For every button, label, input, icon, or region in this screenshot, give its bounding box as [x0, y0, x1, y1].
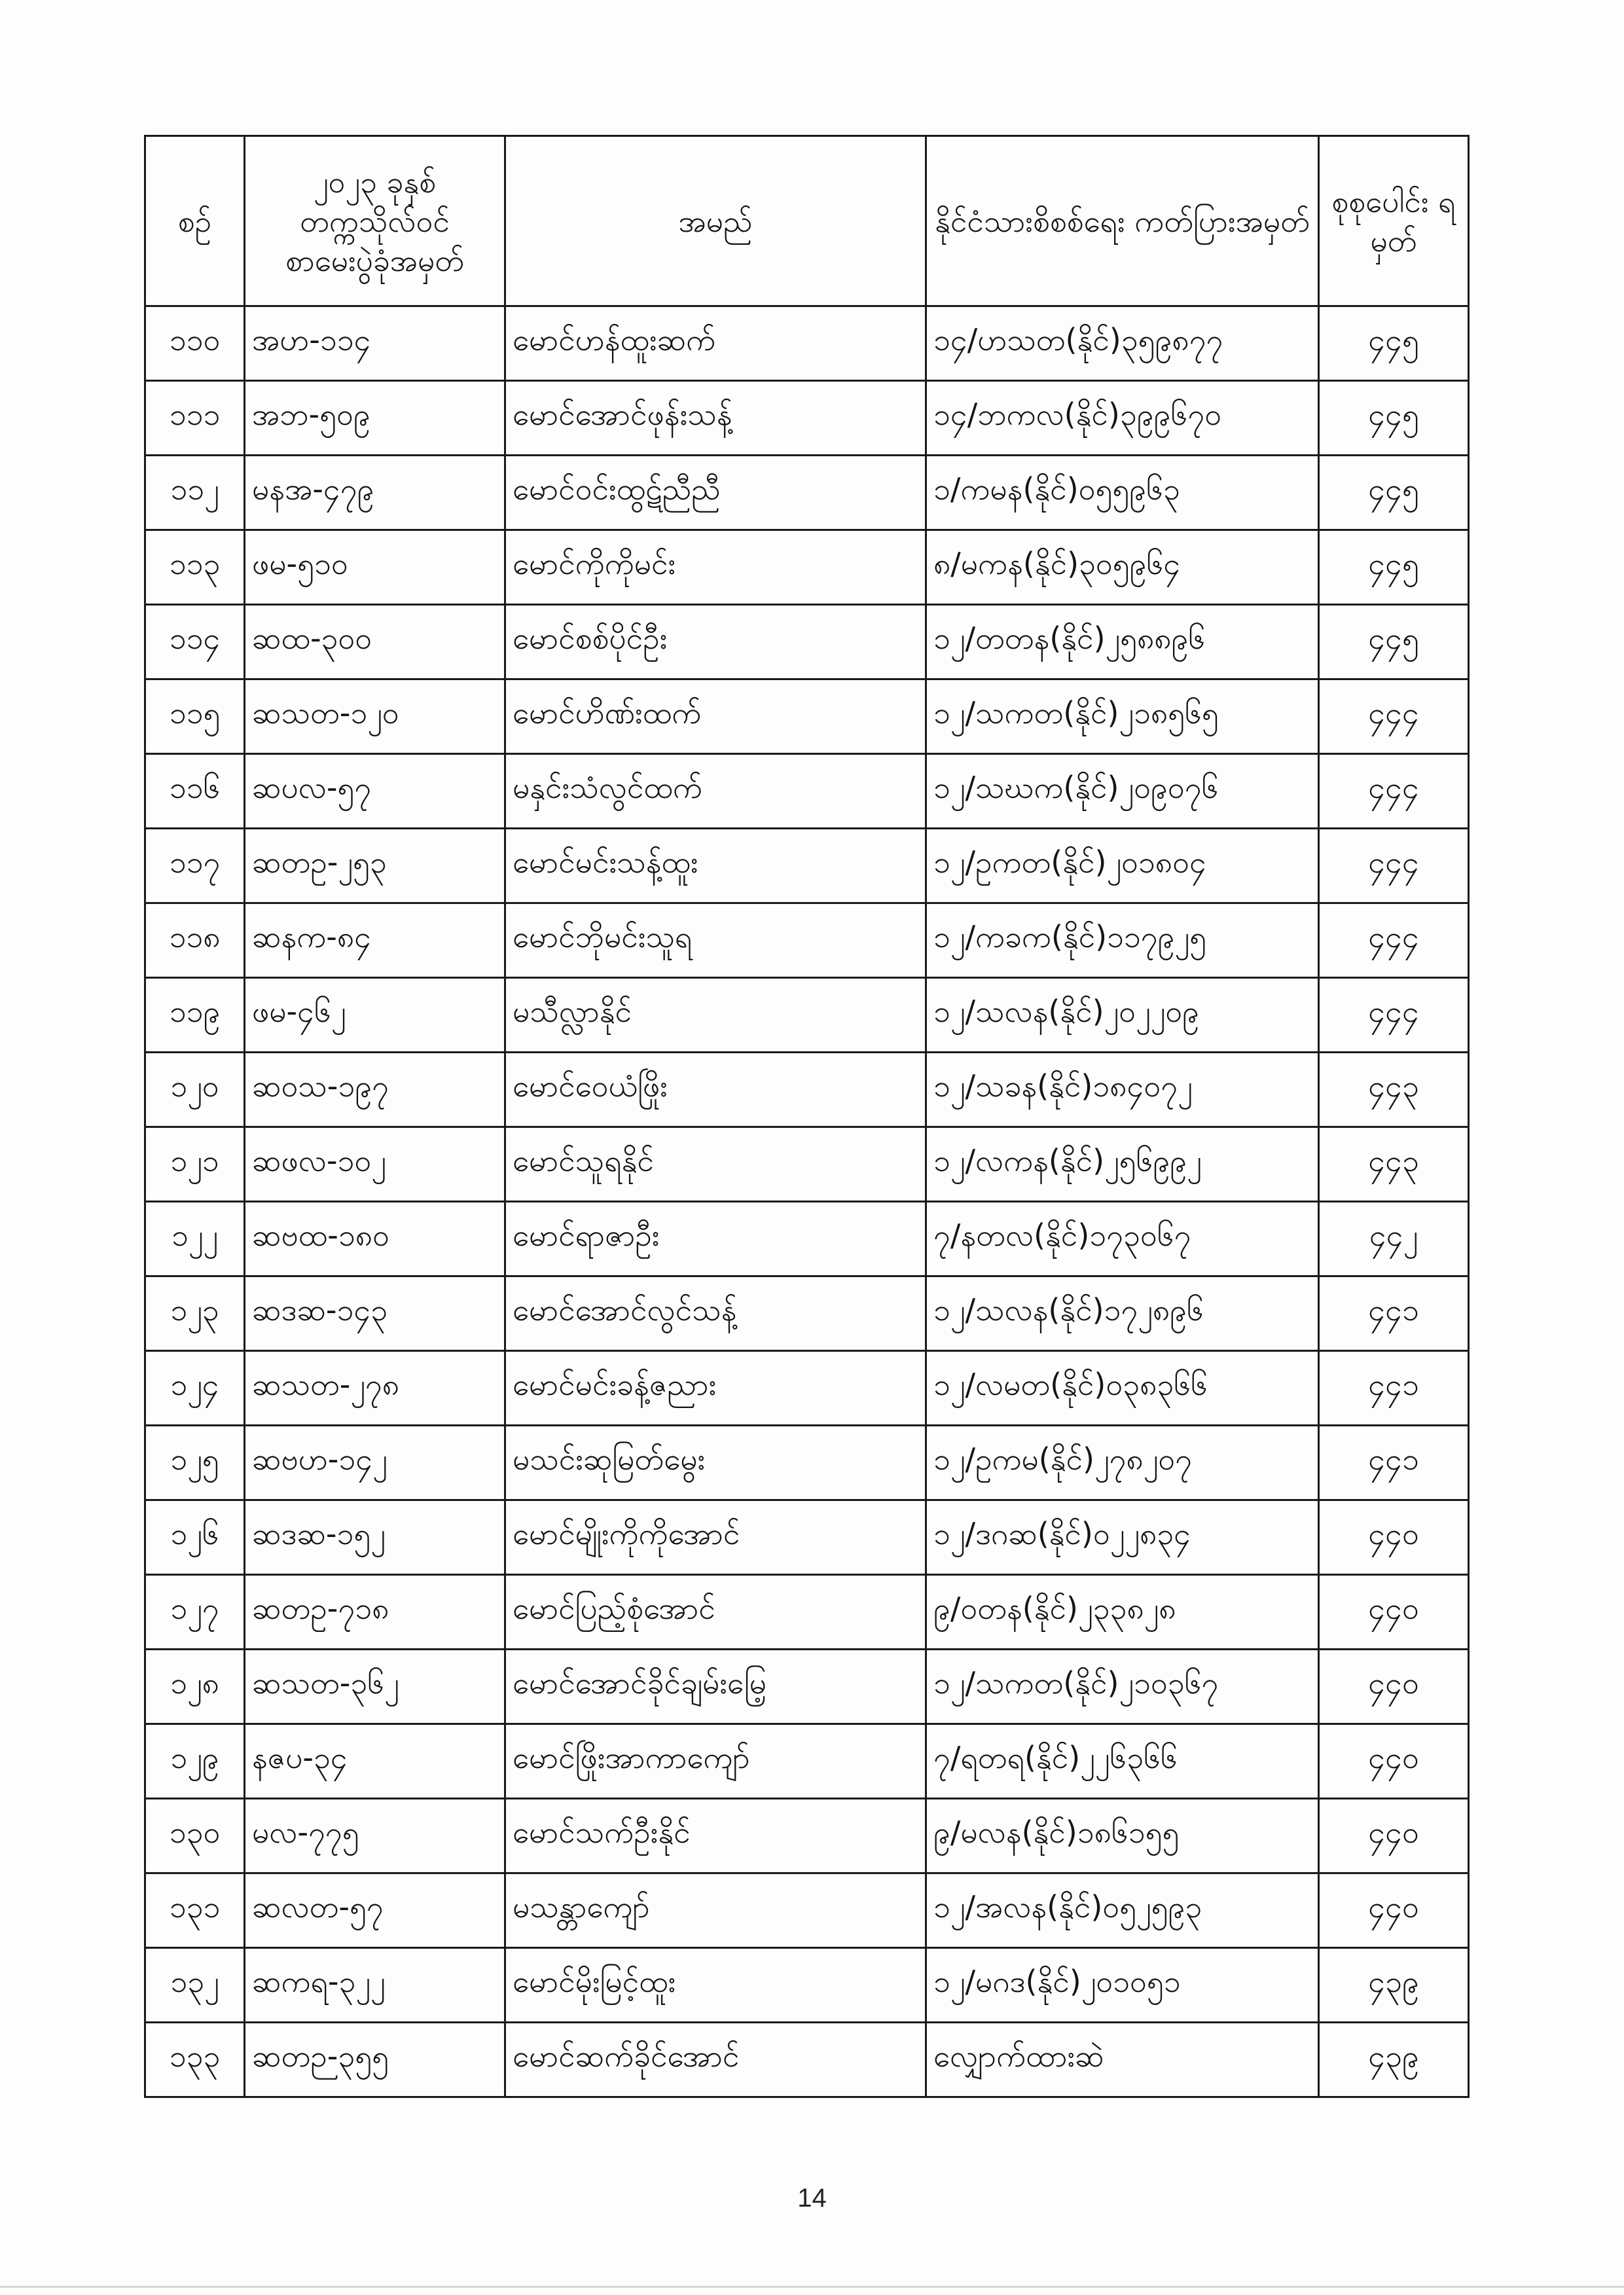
- cell-total-score: ၄၄၀: [1319, 1500, 1469, 1575]
- table-row: [145, 1799, 1469, 1873]
- cell-roll-number: ဆသတ-၂၇၈: [245, 1351, 505, 1426]
- cell-nrc-number: ၇/နတလ(နိုင်)၁၇၃၀၆၇: [926, 1202, 1319, 1276]
- table-row: [145, 903, 1469, 978]
- cell-name: မောင်ဖြိုးအာကာကျော်: [505, 1724, 926, 1799]
- header-roll-number: ၂၀၂၃ ခုနှစ် တက္ကသိုလ်ဝင် စာမေးပွဲခုံအမှတ်: [245, 136, 505, 306]
- cell-serial-no: ၁၃၁: [145, 1873, 245, 1948]
- cell-nrc-number: ၁၂/သလန(နိုင်)၁၇၂၈၉၆: [926, 1276, 1319, 1351]
- cell-serial-no: ၁၁၅: [145, 679, 245, 754]
- table-body: [145, 306, 1469, 2097]
- cell-total-score: ၄၄၂: [1319, 1202, 1469, 1276]
- cell-name: မနှင်းသံလွင်ထက်: [505, 754, 926, 829]
- cell-name: မောင်ဟိဏ်းထက်: [505, 679, 926, 754]
- cell-nrc-number: ၁၂/သလန(နိုင်)၂၀၂၂၀၉: [926, 978, 1319, 1053]
- table-row: [145, 679, 1469, 754]
- cell-nrc-number: ၁၂/ကခက(နိုင်)၁၁၇၉၂၅: [926, 903, 1319, 978]
- cell-roll-number: ဖမ-၄၆၂: [245, 978, 505, 1053]
- cell-nrc-number: ၁၂/လကန(နိုင်)၂၅၆၉၉၂: [926, 1127, 1319, 1202]
- cell-name: မောင်ဝေယံဖြိုး: [505, 1053, 926, 1127]
- table-row: [145, 1500, 1469, 1575]
- cell-total-score: ၄၄၄: [1319, 978, 1469, 1053]
- cell-total-score: ၄၄၁: [1319, 1426, 1469, 1500]
- cell-roll-number: မလ-၇၇၅: [245, 1799, 505, 1873]
- cell-serial-no: ၁၁၀: [145, 306, 245, 381]
- cell-roll-number: ဆလတ-၅၇: [245, 1873, 505, 1948]
- table-row: [145, 381, 1469, 456]
- cell-total-score: ၄၄၀: [1319, 1650, 1469, 1724]
- cell-serial-no: ၁၁၂: [145, 456, 245, 530]
- cell-total-score: ၄၄၀: [1319, 1799, 1469, 1873]
- table-row: [145, 978, 1469, 1053]
- table-row: [145, 1948, 1469, 2023]
- cell-name: မောင်မင်းသန့်ထူး: [505, 829, 926, 903]
- table-row: [145, 1650, 1469, 1724]
- table-row: [145, 1873, 1469, 1948]
- cell-serial-no: ၁၂၉: [145, 1724, 245, 1799]
- cell-name: မောင်သက်ဦးနိုင်: [505, 1799, 926, 1873]
- cell-total-score: ၄၄၅: [1319, 381, 1469, 456]
- cell-serial-no: ၁၂၅: [145, 1426, 245, 1500]
- cell-total-score: ၄၄၄: [1319, 829, 1469, 903]
- cell-serial-no: ၁၃၃: [145, 2023, 245, 2097]
- cell-nrc-number: ၉/ဝတန(နိုင်)၂၃၃၈၂၈: [926, 1575, 1319, 1650]
- header-serial-no: စဉ်: [145, 136, 245, 306]
- table-row: [145, 306, 1469, 381]
- cell-name: မောင်မိုးမြင့်ထူး: [505, 1948, 926, 2023]
- table-row: [145, 754, 1469, 829]
- cell-nrc-number: ၁၂/လမတ(နိုင်)၀၃၈၃၆၆: [926, 1351, 1319, 1426]
- header-total-score: စုစုပေါင်း ရမှတ်: [1319, 136, 1469, 306]
- table-row: [145, 1202, 1469, 1276]
- cell-serial-no: ၁၁၁: [145, 381, 245, 456]
- cell-nrc-number: ၁၂/ဥကတ(နိုင်)၂၀၁၈၀၄: [926, 829, 1319, 903]
- cell-roll-number: ဆနက-၈၄: [245, 903, 505, 978]
- cell-roll-number: ဆဖလ-၁၀၂: [245, 1127, 505, 1202]
- cell-nrc-number: ၇/ရတရ(နိုင်)၂၂၆၃၆၆: [926, 1724, 1319, 1799]
- cell-name: မောင်ပြည့်စုံအောင်: [505, 1575, 926, 1650]
- cell-total-score: ၄၃၉: [1319, 2023, 1469, 2097]
- cell-name: မောင်ဟန်ထူးဆက်: [505, 306, 926, 381]
- cell-serial-no: ၁၃၀: [145, 1799, 245, 1873]
- cell-name: မောင်ဘိုမင်းသူရ: [505, 903, 926, 978]
- cell-name: မောင်မင်းခန့်ဇညား: [505, 1351, 926, 1426]
- cell-serial-no: ၁၂၇: [145, 1575, 245, 1650]
- cell-serial-no: ၁၁၈: [145, 903, 245, 978]
- cell-nrc-number: ၁၂/ဥကမ(နိုင်)၂၇၈၂၀၇: [926, 1426, 1319, 1500]
- cell-name: မောင်စစ်ပိုင်ဦး: [505, 605, 926, 679]
- cell-name: မောင်ရာဇာဦး: [505, 1202, 926, 1276]
- cell-name: မောင်ကိုကိုမင်း: [505, 530, 926, 605]
- cell-total-score: ၄၄၄: [1319, 903, 1469, 978]
- cell-serial-no: ၁၃၂: [145, 1948, 245, 2023]
- table-row: [145, 1575, 1469, 1650]
- cell-nrc-number: ၁၂/သကတ(နိုင်)၂၁၈၅၆၅: [926, 679, 1319, 754]
- cell-serial-no: ၁၂၃: [145, 1276, 245, 1351]
- cell-roll-number: ဆတဥ-၂၅၃: [245, 829, 505, 903]
- cell-roll-number: ဆတဉ-၃၅၅: [245, 2023, 505, 2097]
- table-row: [145, 1351, 1469, 1426]
- cell-serial-no: ၁၂၈: [145, 1650, 245, 1724]
- cell-serial-no: ၁၂၁: [145, 1127, 245, 1202]
- cell-total-score: ၄၃၉: [1319, 1948, 1469, 2023]
- cell-total-score: ၄၄၀: [1319, 1724, 1469, 1799]
- cell-nrc-number: ၁၂/ဒဂဆ(နိုင်)၀၂၂၈၃၄: [926, 1500, 1319, 1575]
- cell-name: မသင်းဆုမြတ်မွေး: [505, 1426, 926, 1500]
- cell-roll-number: ဆပလ-၅၇: [245, 754, 505, 829]
- table-row: [145, 1426, 1469, 1500]
- cell-roll-number: ဖမ-၅၁၀: [245, 530, 505, 605]
- cell-roll-number: ဆဒဆ-၁၄၃: [245, 1276, 505, 1351]
- cell-total-score: ၄၄၄: [1319, 679, 1469, 754]
- table-row: [145, 1276, 1469, 1351]
- cell-roll-number: မနအ-၄၇၉: [245, 456, 505, 530]
- cell-total-score: ၄၄၃: [1319, 1053, 1469, 1127]
- header-name: အမည်: [505, 136, 926, 306]
- cell-roll-number: ဆဒဆ-၁၅၂: [245, 1500, 505, 1575]
- cell-nrc-number: ၁၂/အလန(နိုင်)၀၅၂၅၉၃: [926, 1873, 1319, 1948]
- cell-total-score: ၄၄၀: [1319, 1873, 1469, 1948]
- cell-roll-number: ဆဗဟ-၁၄၂: [245, 1426, 505, 1500]
- page-number: 14: [797, 2184, 827, 2213]
- cell-total-score: ၄၄၅: [1319, 306, 1469, 381]
- cell-nrc-number: ၁၂/သခန(နိုင်)၁၈၄၀၇၂: [926, 1053, 1319, 1127]
- cell-nrc-number: ၈/မကန(နိုင်)၃၀၅၉၆၄: [926, 530, 1319, 605]
- cell-roll-number: ဆသတ-၃၆၂: [245, 1650, 505, 1724]
- table-row: [145, 2023, 1469, 2097]
- cell-name: မောင်မျိုးကိုကိုအောင်: [505, 1500, 926, 1575]
- table-row: [145, 829, 1469, 903]
- cell-nrc-number: ၉/မလန(နိုင်)၁၈၆၁၅၅: [926, 1799, 1319, 1873]
- table-row: [145, 605, 1469, 679]
- scan-edge-line: [0, 2286, 1624, 2288]
- cell-total-score: ၄၄၅: [1319, 605, 1469, 679]
- table-row: [145, 1724, 1469, 1799]
- cell-nrc-number: ၁၂/တတန(နိုင်)၂၅၈၈၉၆: [926, 605, 1319, 679]
- cell-nrc-number: ၁၂/မဂဒ(နိုင်)၂၀၁၀၅၁: [926, 1948, 1319, 2023]
- cell-total-score: ၄၄၅: [1319, 456, 1469, 530]
- table-header: [145, 136, 1469, 306]
- cell-total-score: ၄၄၅: [1319, 530, 1469, 605]
- cell-roll-number: ဆသတ-၁၂၀: [245, 679, 505, 754]
- table-row: [145, 456, 1469, 530]
- cell-roll-number: ဆထ-၃၀၀: [245, 605, 505, 679]
- cell-name: မောင်ဝင်းထွဋ်ညီညီ: [505, 456, 926, 530]
- cell-serial-no: ၁၁၃: [145, 530, 245, 605]
- cell-nrc-number: လျှောက်ထားဆဲ: [926, 2023, 1319, 2097]
- cell-name: မောင်သူရနိုင်: [505, 1127, 926, 1202]
- cell-total-score: ၄၄၁: [1319, 1351, 1469, 1426]
- cell-serial-no: ၁၁၇: [145, 829, 245, 903]
- cell-nrc-number: ၁၄/ဘကလ(နိုင်)၃၉၉၆၇၀: [926, 381, 1319, 456]
- header-row: [145, 136, 1469, 306]
- cell-roll-number: ဆကရ-၃၂၂: [245, 1948, 505, 2023]
- cell-roll-number: အဘ-၅၀၉: [245, 381, 505, 456]
- cell-nrc-number: ၁၄/ဟသတ(နိုင်)၃၅၉၈၇၇: [926, 306, 1319, 381]
- cell-total-score: ၄၄၄: [1319, 754, 1469, 829]
- cell-serial-no: ၁၂၄: [145, 1351, 245, 1426]
- header-nrc-number: နိုင်ငံသားစိစစ်ရေး ကတ်ပြားအမှတ်: [926, 136, 1319, 306]
- cell-roll-number: အဟ-၁၁၄: [245, 306, 505, 381]
- cell-serial-no: ၁၁၉: [145, 978, 245, 1053]
- cell-serial-no: ၁၂၀: [145, 1053, 245, 1127]
- cell-total-score: ၄၄၀: [1319, 1575, 1469, 1650]
- cell-name: မောင်အောင်လွင်သန့်: [505, 1276, 926, 1351]
- cell-roll-number: ဆဝသ-၁၉၇: [245, 1053, 505, 1127]
- cell-roll-number: နဇပ-၃၄: [245, 1724, 505, 1799]
- cell-total-score: ၄၄၃: [1319, 1127, 1469, 1202]
- cell-name: မသန္တာကျော်: [505, 1873, 926, 1948]
- cell-serial-no: ၁၁၄: [145, 605, 245, 679]
- cell-nrc-number: ၁/ကမန(နိုင်)၀၅၅၉၆၃: [926, 456, 1319, 530]
- cell-total-score: ၄၄၁: [1319, 1276, 1469, 1351]
- table-row: [145, 530, 1469, 605]
- table-row: [145, 1127, 1469, 1202]
- cell-nrc-number: ၁၂/သကတ(နိုင်)၂၁၀၃၆၇: [926, 1650, 1319, 1724]
- cell-name: မသီလ္လာနိုင်: [505, 978, 926, 1053]
- cell-name: မောင်အောင်ခိုင်ချမ်းမြေ့: [505, 1650, 926, 1724]
- cell-roll-number: ဆဗထ-၁၈၀: [245, 1202, 505, 1276]
- table-row: [145, 1053, 1469, 1127]
- cell-serial-no: ၁၂၂: [145, 1202, 245, 1276]
- cell-nrc-number: ၁၂/သဃက(နိုင်)၂၀၉၀၇၆: [926, 754, 1319, 829]
- cell-serial-no: ၁၁၆: [145, 754, 245, 829]
- cell-serial-no: ၁၂၆: [145, 1500, 245, 1575]
- cell-roll-number: ဆတဥ-၇၁၈: [245, 1575, 505, 1650]
- cell-name: မောင်အောင်ဖုန်းသန့်: [505, 381, 926, 456]
- cell-name: မောင်ဆက်ခိုင်အောင်: [505, 2023, 926, 2097]
- results-table: [144, 135, 1470, 2098]
